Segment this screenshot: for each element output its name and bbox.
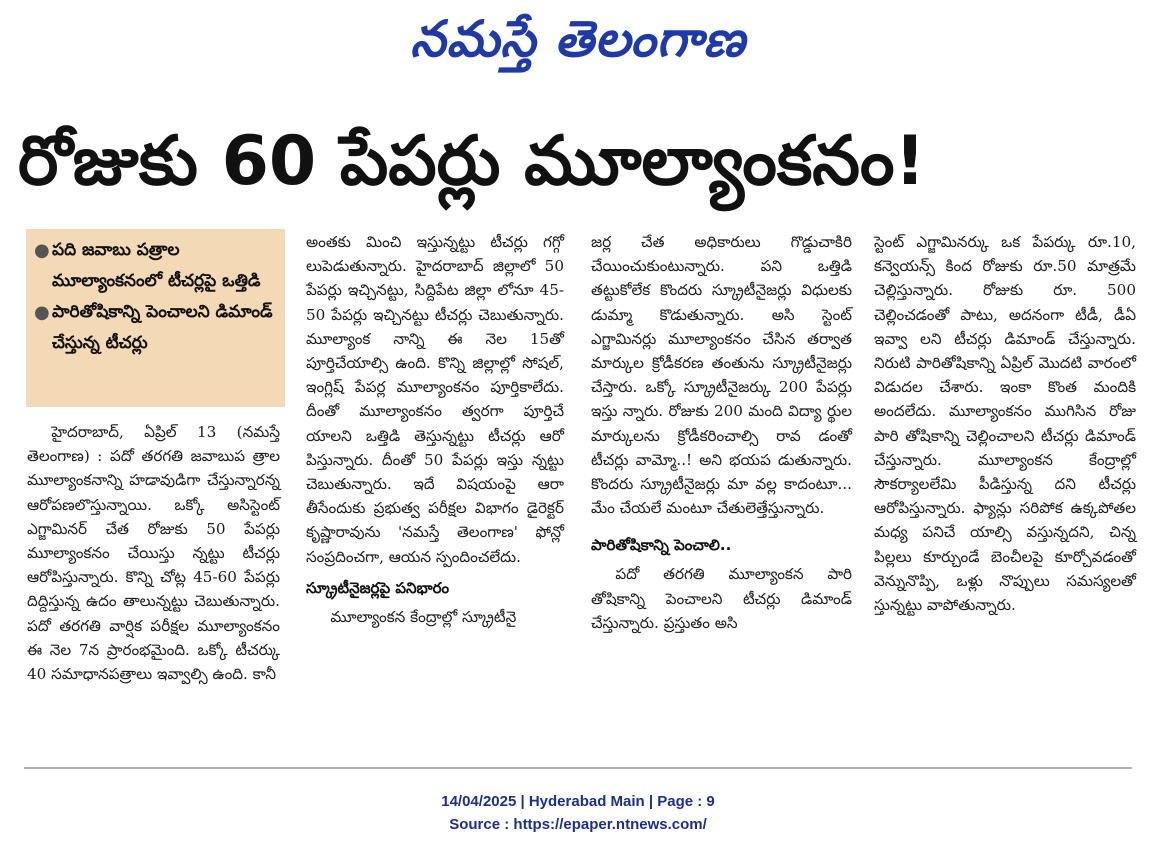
highlights-box	[26, 229, 285, 407]
page-footer	[0, 790, 1156, 836]
source-link[interactable]: Source : https://epaper.ntnews.com/	[449, 816, 707, 833]
article-paragraph: మూల్యాంకన కేంద్రాల్లో స్క్రూటీనై	[330, 607, 517, 626]
section-subheading: స్క్రూటీనైజర్లపై పనిభారం	[306, 578, 450, 597]
article-paragraph: హైదరాబాద్, ఏప్రిల్ 13 (నమస్తే తెలంగాణ) : పదో తరగతి జవాబుప త్రాల మూల్యాంకనాన్ని హడావుడిగా చేస్తున్నారన్న ఆరోపణలొస్తున్నాయి. ఒక్కో అసిస్టెంట్ ఎగ్జామినర్ చేత రోజుకు 50 పేపర్లు మూల్యాంకనం చేయిస్తు న్నట్టు టీచర్లు ఆరోపిస్తున్నారు. కొన్ని చోట్ల 45-60 పేపర్లు దిద్దిస్తున్న ఉదం తాలున్నట్టు చెబుతున్నారు. పదో తరగతి వార్షిక పరీక్షల మూల్యాంకనం ఈ నెల 7న ప్రారంభమైంది. ఒక్కో టీచర్కు 40 సమాధానపత్రాలు ఇవ్వాల్సి ఉంది. కానీ	[27, 423, 280, 684]
newspaper-masthead: నమస్తే తెలంగాణ	[410, 9, 746, 68]
highlight-point	[34, 235, 275, 297]
footer-divider	[24, 767, 1132, 769]
article-paragraph: జర్ల చేత అధికారులు గొడ్డుచాకిరి చేయించుకుంటున్నారు. పని ఒత్తిడి తట్టుకోలేక కొందరు స్క్రూటీనైజర్లు విధులకు డుమ్మా కొడుతున్నారు. అసి స్టెంట్ ఎగ్జామినర్లు మూల్యాంకనం చేసిన తర్వాత మార్కుల క్రోడీకరణ తంతును స్క్రూటీనైజర్లు చేస్తారు. ఒక్కో స్క్రూటీనైజర్కు 200 పేపర్లు ఇస్తు న్నారు. రోజుకు 200 మంది విద్యా ర్థుల మార్కులను క్రోడీకరించాల్సి రావ డంతో టీచర్లు వామ్మో..! అని భయప డుతున్నారు. కొందరు స్క్రూటీనైజర్లు మా వల్ల కాదంటూ... మేం చేయలే మంటూ చేతులెత్తేస్తున్నారు.	[591, 233, 852, 518]
section-subheading: పారితోషికాన్ని పెంచాలి..	[591, 536, 732, 555]
article-paragraph: అంతకు మించి ఇస్తున్నట్టు టీచర్లు గగ్గో లుపెడుతున్నారు. హైదరాబాద్ జిల్లాలో 50 పేపర్లు ఇచ్చినట్టు, సిద్దిపేట జిల్లా లోనూ 45-50 పేపర్లు ఇచ్చినట్టు టీచర్లు చెబుతున్నారు. మూల్యాంక నాన్ని ఈ నెల 15తో పూర్తిచేయాల్సి ఉంది. కొన్ని జిల్లాల్లో సోషల్, ఇంగ్లిష్ పేపర్ల మూల్యాంకనం పూర్తికాలేదు. దీంతో మూల్యాంకనం త్వరగా పూర్తిచే యాలని ఒత్తిడి తెస్తున్నట్టు టీచర్లు ఆరో పిస్తున్నారు. దీంతో 50 పేపర్లు ఇస్తు న్నట్టు చెబుతున్నారు. ఇదే విషయంపై ఆరా తీసేందుకు ప్రభుత్వ పరీక్షల విభాగం డైరెక్టర్ కృష్ణారావును 'నమస్తే తెలంగాణ' ఫోన్లో సంప్రదించగా, ఆయన స్పందించలేదు.	[306, 233, 564, 566]
article-paragraph: స్టెంట్ ఎగ్జామినర్కు ఒక పేపర్కు రూ.10, కన్వెయన్స్ కింద రోజుకు రూ.50 మాత్రమే చెల్లిస్తున్నారు. రోజుకు రూ. 500 చెల్లించడంతో పాటు, అదనంగా టీడీ, డీఏ ఇవ్వా లని టీచర్లు డిమాండ్ చేస్తున్నారు. నిరుటి పారితోషికాన్ని ఏప్రిల్ మొదటి వారంలో విడుదల చేశారు. ఇంకా కొంత మందికి అందలేదు. మూల్యాంకనం ముగిసిన రోజు పారి తోషికాన్ని చెల్లించాలని టీచర్లు డిమాండ్ చేస్తున్నారు. మూల్యాంకన కేంద్రాల్లో సౌకర్యాలలేమి పీడిస్తున్న దని టీచర్లు ఆరోపిస్తున్నారు. ఫ్యాన్లు సరిపోక ఉక్కపోతల మధ్య పనిచే యాల్సి వస్తున్నదని, చిన్న పిల్లలు కూర్చుండే బెంచీలపై కూర్చోవడంతో వెన్నునొప్పి, ఒళ్లు నొప్పులు సమస్యలతో స్తున్నట్టు వాపోతున్నారు.	[874, 233, 1136, 615]
edition-info: 14/04/2025 | Hyderabad Main | Page : 9	[441, 793, 715, 810]
article-column-1	[27, 420, 280, 686]
article-column-2	[306, 230, 564, 629]
highlight-point	[34, 297, 275, 359]
highlight-text: పారితోషికాన్ని పెంచాలని డిమాండ్ చేస్తున్న టీచర్లు	[52, 302, 273, 353]
highlight-text: పది జవాబు పత్రాల మూల్యాంకనంలో టీచర్లపై ఒత్తిడి	[52, 240, 261, 291]
article-column-3	[591, 230, 852, 635]
article-headline: రోజుకు 60 పేపర్లు మూల్యాంకనం!	[18, 122, 926, 201]
article-column-4	[874, 230, 1136, 617]
bullet-icon: ●	[34, 240, 50, 261]
article-paragraph: పదో తరగతి మూల్యాంకన పారి తోషికాన్ని పెంచాలని టీచర్లు డిమాండ్ చేస్తున్నారు. ప్రస్తుతం అసి	[591, 565, 852, 632]
bullet-icon: ●	[34, 302, 50, 323]
